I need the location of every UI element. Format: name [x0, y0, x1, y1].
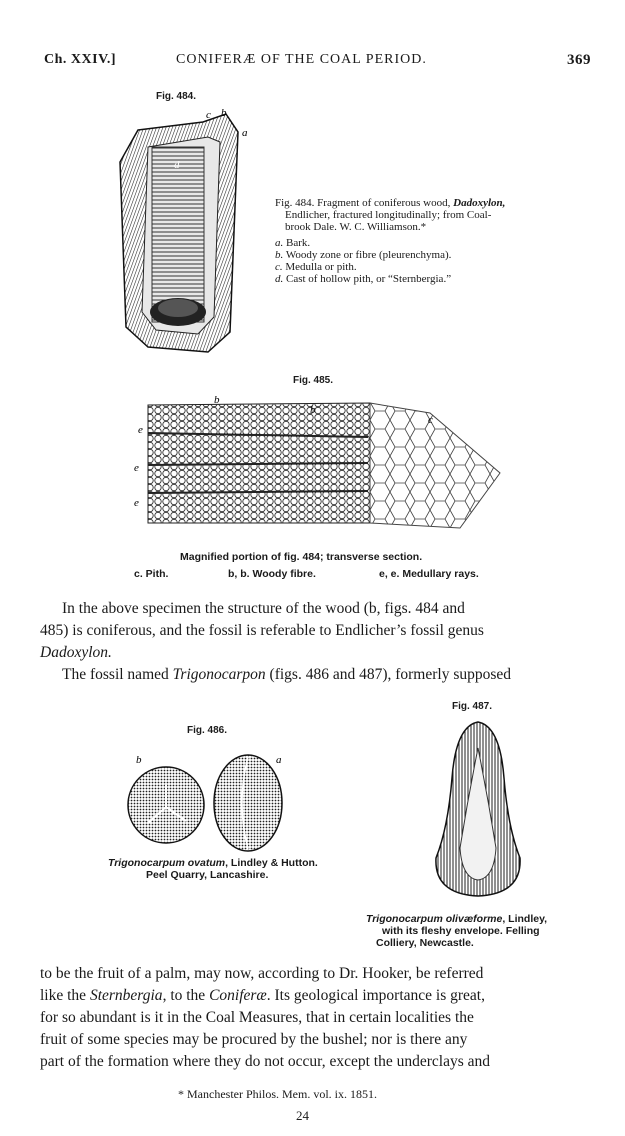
fig484-caption-line2: Endlicher, fractured longitudinally; from Coal- — [285, 209, 492, 221]
fig484-illustration — [108, 102, 268, 362]
fig486-letter-a: a — [276, 754, 282, 766]
fig487-illustration — [428, 718, 528, 900]
fig485-letter-b1: b — [214, 394, 220, 406]
fig486-caption: Trigonocarpum ovatum, Lindley & Hutton. Peel Quarry, Lancashire. — [108, 857, 318, 881]
fig485-illustration — [130, 393, 530, 543]
chapter-label: Ch. XXIV.] — [44, 52, 117, 67]
fig484-legend-item: d. Cast of hollow pith, or “Sternbergia.” — [275, 273, 452, 285]
fig485-letter-e3: e — [134, 497, 139, 509]
fig484-letter-b: b — [221, 107, 227, 119]
fig485-label: Fig. 485. — [293, 375, 334, 386]
paragraph-line: 485) is coniferous, and the fossil is referable to Endlicher’s fossil genus — [40, 622, 484, 639]
paragraph-line: like the Sternbergia, to the Coniferæ. Its geological importance is great, — [40, 987, 485, 1004]
running-header — [0, 52, 625, 74]
page-title: CONIFERÆ OF THE COAL PERIOD. — [176, 52, 427, 67]
fig485-caption: Magnified portion of fig. 484; transverse section. — [180, 551, 423, 563]
fig485-letter-e1: e — [138, 424, 143, 436]
fig484-label: Fig. 484. — [156, 91, 197, 102]
page-number: 369 — [567, 52, 591, 68]
fig484-legend-item: c. Medulla or pith. — [275, 261, 357, 273]
fig485-legend-pith: c. Pith. — [134, 568, 169, 580]
signature-mark: 24 — [296, 1108, 309, 1123]
paragraph-3 — [40, 963, 590, 1073]
fig486-letter-b: b — [136, 754, 142, 766]
paragraph-1 — [40, 598, 590, 664]
fig486-label: Fig. 486. — [187, 725, 228, 736]
paragraph-line: to be the fruit of a palm, may now, according to Dr. Hooker, be referred — [40, 965, 484, 982]
paragraph-line: for so abundant is it in the Coal Measures, that in certain localities the — [40, 1009, 474, 1026]
fig486-illustration — [118, 745, 298, 855]
fig484-legend-item: b. Woody zone or fibre (pleurenchyma). — [275, 249, 452, 261]
fig484-legend-item: a. Bark. — [275, 237, 311, 249]
fig484-caption-line3: brook Dale. W. C. Williamson.* — [285, 221, 427, 233]
fig487-label: Fig. 487. — [452, 701, 493, 712]
footnote: * Manchester Philos. Mem. vol. ix. 1851. — [178, 1087, 377, 1101]
fig484-caption-genus: Dadoxylon, — [453, 197, 506, 209]
paragraph-line: In the above specimen the structure of the wood (b, figs. 484 and — [62, 600, 465, 617]
fig484-caption-text: Fig. 484. Fragment of coniferous wood, — [275, 197, 454, 209]
fig487-caption: Trigonocarpum olivæforme, Lindley, with its fleshy envelope. Felling Colliery, Newcastle. — [366, 913, 548, 949]
fig484-letter-c: c — [206, 109, 211, 121]
fig485-legend-rays: e, e. Medullary rays. — [379, 568, 479, 580]
fig484-letter-d: d — [174, 159, 180, 171]
fig484-legend — [275, 237, 595, 285]
fig485-letter-c: c — [428, 414, 433, 426]
paragraph-line: Dadoxylon. — [40, 644, 112, 661]
paragraph-line: fruit of some species may be procured by the bushel; nor is there any — [40, 1031, 468, 1048]
fig484-caption — [275, 197, 595, 285]
fig485-legend-woody: b, b. Woody fibre. — [228, 568, 316, 580]
paragraph-2: The fossil named Trigonocarpon (figs. 486 and 487), formerly supposed — [62, 666, 512, 683]
fig484-letter-a: a — [242, 127, 248, 139]
genus-name: Trigonocarpon — [172, 666, 266, 683]
paragraph-line: part of the formation where they do not occur, except the underclays and — [40, 1053, 490, 1070]
fig485-letter-b2: b — [310, 404, 316, 416]
fig485-letter-e2: e — [134, 462, 139, 474]
